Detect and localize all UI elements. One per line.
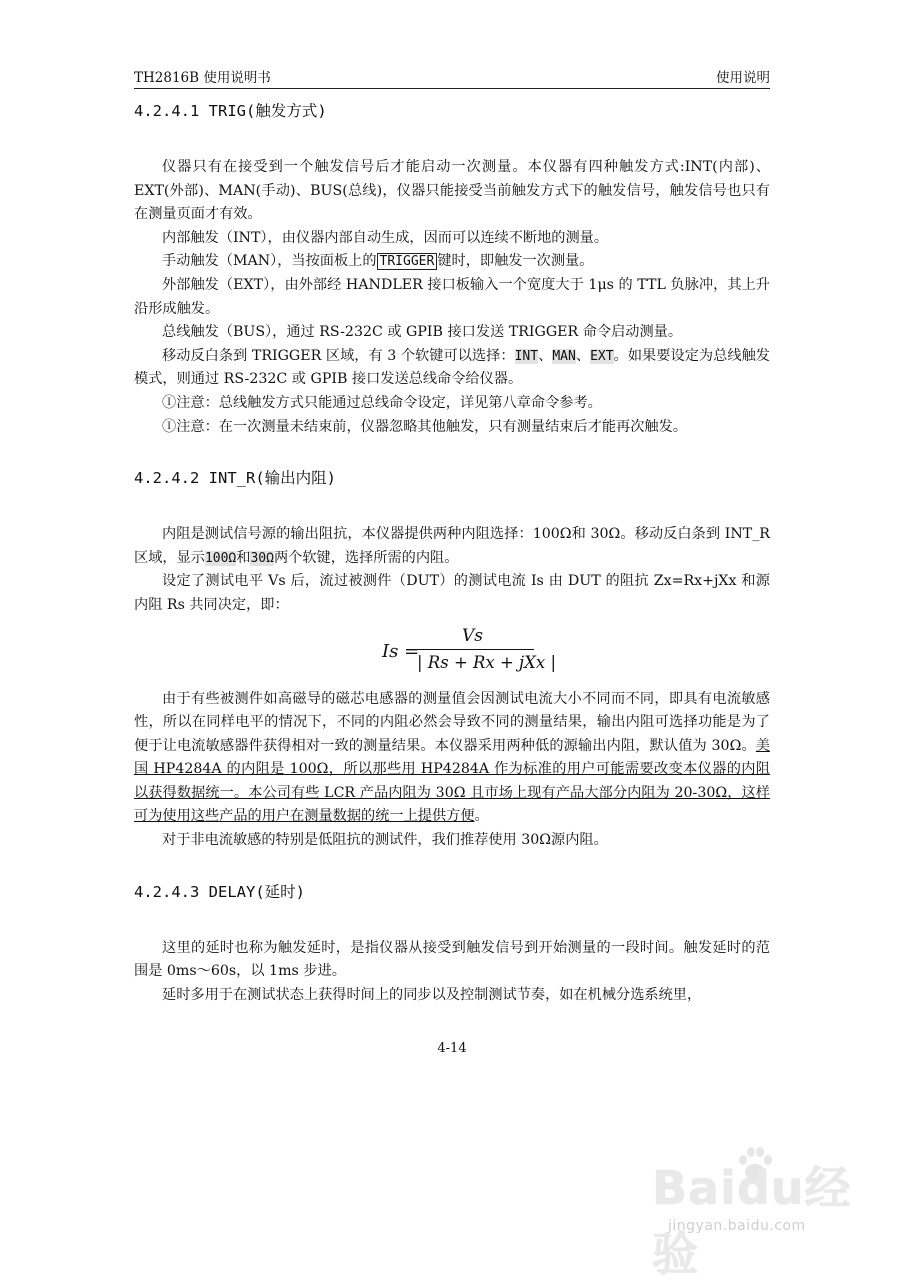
section-heading-delay: 4.2.4.3 DELAY(延时) bbox=[134, 882, 305, 901]
baidu-watermark bbox=[652, 1152, 862, 1281]
formula-lhs: Is = bbox=[382, 640, 420, 662]
trig-paragraph-ext: 外部触发（EXT），由外部经 HANDLER 接口板输入一个宽度大于 1μs 的 TTL 负脉冲，其上升沿形成触发。 bbox=[134, 276, 770, 317]
softkey-30ohm: 30Ω bbox=[250, 550, 274, 566]
page-header bbox=[134, 66, 770, 89]
softkey-ext: EXT bbox=[590, 348, 614, 364]
formula-fraction-bar bbox=[416, 649, 534, 650]
watermark-url: jingyan.baidu.com bbox=[668, 1218, 806, 1234]
softkey-int: INT bbox=[514, 348, 539, 364]
intr-paragraph-sensitivity bbox=[134, 688, 770, 830]
trig-paragraph-bus: 总线触发（BUS），通过 RS-232C 或 GPIB 接口发送 TRIGGER 命令启动测量。 bbox=[162, 324, 683, 341]
current-formula bbox=[134, 624, 770, 684]
intr-paragraph-intro bbox=[134, 523, 770, 570]
trig-paragraph-softkeys bbox=[134, 345, 770, 392]
text-run: 和 bbox=[236, 549, 251, 566]
header-section: 使用说明 bbox=[716, 70, 770, 86]
softkey-man: MAN bbox=[552, 348, 576, 364]
trig-note-1: Ⓘ注意：总线触发方式只能通过总线命令设定，详见第八章命令参考。 bbox=[162, 394, 602, 411]
separator: 、 bbox=[538, 347, 553, 364]
formula-numerator: Vs bbox=[462, 625, 484, 646]
text-run: 。 bbox=[474, 808, 489, 825]
trig-note-2: Ⓘ注意：在一次测量未结束前，仪器忽略其他触发，只有测量结束后才能再次触发。 bbox=[162, 418, 687, 435]
text-run: 移动反白条到 TRIGGER 区域，有 3 个软键可以选择： bbox=[162, 347, 515, 364]
section-heading-trig: 4.2.4.1 TRIG(触发方式) bbox=[134, 102, 327, 120]
text-run: 。如果要设定为总线触发模式，则通过 RS-232C 或 GPIB 接口发送总线命令给仪器。 bbox=[134, 347, 770, 388]
softkey-100ohm: 100Ω bbox=[204, 550, 237, 566]
page-content bbox=[134, 96, 770, 1007]
trig-paragraph-int: 内部触发（INT），由仪器内部自动生成，因而可以连续不断地的测量。 bbox=[162, 229, 609, 246]
delay-paragraph-intro: 这里的延时也称为触发延时，是指仪器从接受到触发信号到开始测量的一段时间。触发延时的范围是 0ms～60s，以 1ms 步进。 bbox=[134, 939, 770, 980]
intr-paragraph-current: 设定了测试电平 Vs 后，流过被测件（DUT）的测试电流 Is 由 DUT 的阻抗 Zx=Rx+jXx 和源内阻 Rs 共同决定，即： bbox=[134, 573, 770, 613]
trig-paragraph-man bbox=[134, 250, 770, 274]
trigger-key-label: TRIGGER bbox=[377, 253, 438, 270]
formula-denominator: | Rs + Rx + jXx | bbox=[417, 652, 557, 672]
text-run: 内阻是测试信号源的输出阻抗，本仪器提供两种内阻选择：100Ω和 30Ω。移动反白条到 INT_R 区域，显示 bbox=[134, 526, 770, 566]
section-heading-intr: 4.2.4.2 INT_R(输出内阻) bbox=[134, 469, 336, 488]
watermark-logo: Baidu经验 bbox=[652, 1161, 852, 1281]
text-run: 两个软键，选择所需的内阻。 bbox=[273, 549, 459, 566]
text-run: 手动触发（MAN），当按面板上的 bbox=[162, 253, 377, 270]
intr-paragraph-recommend: 对于非电流敏感的特别是低阻抗的测试件，我们推荐使用 30Ω源内阻。 bbox=[162, 832, 608, 849]
text-run: 键时，即触发一次测量。 bbox=[437, 253, 594, 270]
delay-paragraph-usage: 延时多用于在测试状态上获得时间上的同步以及控制测试节奏，如在机械分选系统里， bbox=[162, 986, 702, 1003]
header-title: TH2816B 使用说明书 bbox=[134, 70, 271, 86]
trig-paragraph-intro: 仪器只有在接受到一个触发信号后才能启动一次测量。本仪器有四种触发方式:INT(内部)、EXT(外部)、MAN(手动)、BUS(总线)，仪器只能接受当前触发方式下的触发信号，触发信号也只有在测量页面才有效。 bbox=[134, 159, 770, 223]
underlined-text: 美国 HP4284A 的内阻是 100Ω，所以那些用 HP4284A 作为标准的用户可能需要改变本仪器的内阻以获得数据统一。本公司有些 LCR 产品内阻为 30Ω 且市场上现有产品大部分内阻为 20-30Ω，这样可为使用这些产品的用户在测量数据的统一上提供方便 bbox=[134, 737, 770, 825]
text-run: 由于有些被测件如高磁导的磁芯电感器的测量值会因测试电流大小不同而不同，即具有电流敏感性，所以在同样电平的情况下，不同的内阻必然会导致不同的测量结果，输出内阻可选择功能是为了便于让电流敏感器件获得相对一致的测量结果。本仪器采用两种低的源输出内阻，默认值为 30Ω。 bbox=[134, 690, 770, 754]
separator: 、 bbox=[575, 347, 591, 364]
page-number: 4-14 bbox=[437, 1041, 467, 1056]
